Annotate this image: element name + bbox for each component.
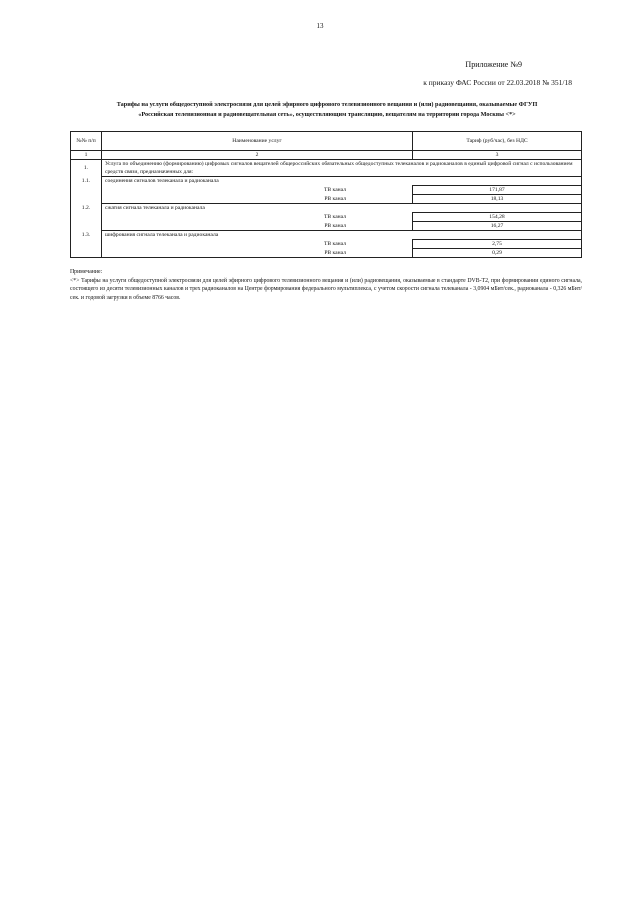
channel-label: ТВ канал [102,186,413,195]
index-1: 1 [71,151,102,160]
table-header-row [71,132,582,151]
item-name: соединения сигналов телеканала и радиоканала [102,177,582,186]
note-text: <*> Тарифы на услуги общедоступной электросвязи для целей эфирного цифрового телевизионного вещания и (или) радиовещания, оказываемые в стандарте DVB-T2, при формировании единого сигнала, состоящего из десяти телевизионных каналов и трех радиоканалов на Центре формирования федерального мультиплекса, с учетом скорости сигнала телеканала - 3,0904 мБит/сек., радиоканала - 0,326 мБит/сек. и годовой загрузки в объеме 8766 часов. [70,277,582,301]
table-index-row [71,151,582,160]
header-name: Наименование услуг [102,132,413,151]
channel-label: ТВ канал [102,240,413,249]
table-row [71,231,582,240]
channel-label: РВ канал [102,222,413,231]
tariff-table [70,131,582,258]
table-row [71,160,582,177]
index-2: 2 [102,151,413,160]
channel-label: РВ канал [102,195,413,204]
tariff-value: 2,75 [413,240,582,249]
appendix-label: Приложение №9 [465,60,522,69]
note-heading: Примечание: [70,269,103,275]
document-title [62,100,592,120]
tariff-value: 16,27 [413,222,582,231]
tariff-value: 171,87 [413,186,582,195]
table-row [71,213,582,222]
index-3: 3 [413,151,582,160]
table-row [71,249,582,258]
channel-label: РВ канал [102,249,413,258]
tariff-value: 18,13 [413,195,582,204]
order-reference: к приказу ФАС России от 22.03.2018 № 351/18 [423,78,572,87]
page-number: 13 [316,22,324,30]
table-row [71,186,582,195]
title-line-1: Тарифы на услуги общедоступной электросвязи для целей эфирного цифрового телевизионного вещания и (или) радиовещания, оказываемые ФГУП [116,101,538,108]
tariff-value: 0,29 [413,249,582,258]
item-num: 1.3. [71,231,102,240]
service-text: Услуга по объединению (формированию) цифровых сигналов вещателей общероссийских обязательных общедоступных телеканалов и радиоканалов в единый цифровой сигнал с использованием средств связи, предназначенных для: [102,160,582,177]
table-row [71,177,582,186]
title-line-2: «Российская телевизионная и радиовещательная сеть», осуществляющим трансляцию, вещателям на территории города Москвы <*> [138,111,516,118]
header-num: №№ п/п [71,132,102,151]
item-num: 1.1. [71,177,102,186]
table-row [71,240,582,249]
table-row [71,204,582,213]
header-tariff: Тариф (руб/час), без НДС [413,132,582,151]
tariff-value: 154,28 [413,213,582,222]
item-name: сжатия сигнала телеканала и радиоканала [102,204,582,213]
channel-label: ТВ канал [102,213,413,222]
service-num: 1. [71,160,102,177]
item-name: шифрования сигнала телеканала и радиоканала [102,231,582,240]
table-row [71,195,582,204]
table-row [71,222,582,231]
item-num: 1.2. [71,204,102,213]
note-section [70,268,582,302]
